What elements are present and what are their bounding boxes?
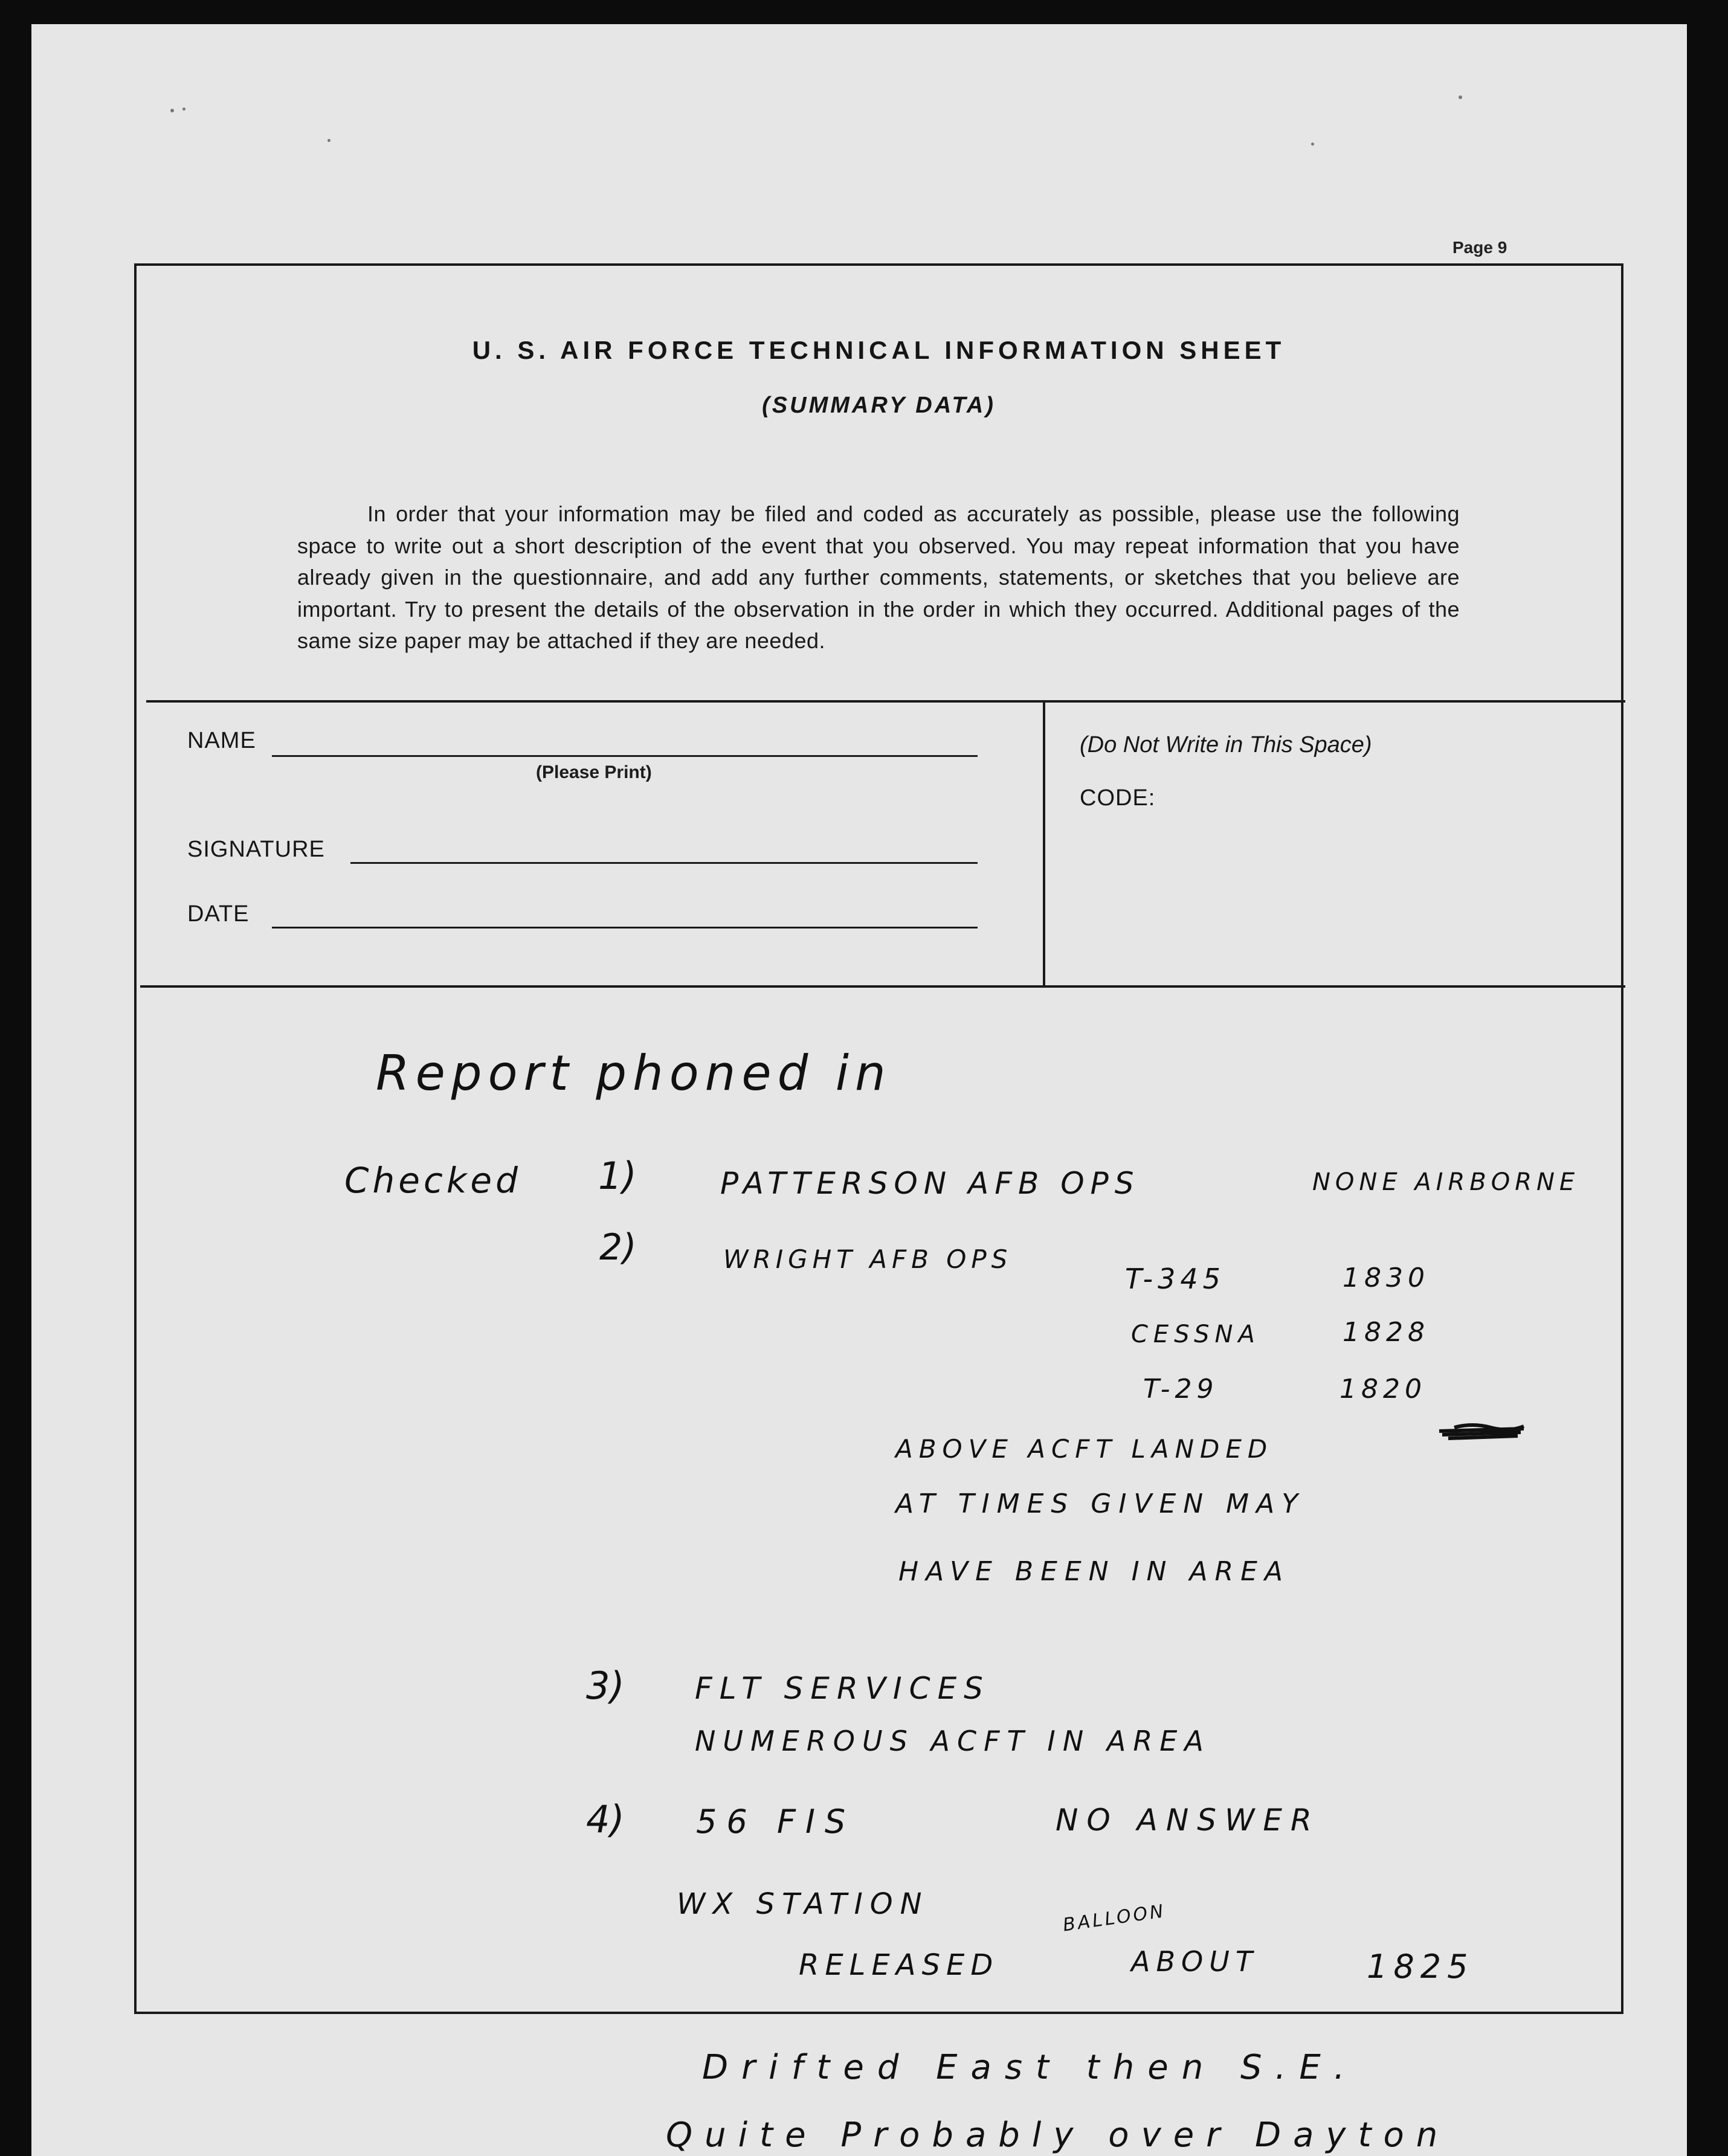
hw-release-time: 1825 — [1367, 1948, 1474, 1986]
hw-report-phoned: Report phoned in — [376, 1045, 892, 1101]
divider-fields-narrative — [140, 985, 1625, 988]
scan-speck — [182, 108, 185, 111]
form-title: U. S. AIR FORCE TECHNICAL INFORMATION SHEET — [472, 336, 1286, 364]
hw-item4-number: 4) — [586, 1797, 625, 1841]
scan-speck — [327, 139, 330, 142]
hw-balloon: BALLOON — [1062, 1900, 1167, 1936]
office-use-note: (Do Not Write in This Space) — [1080, 732, 1372, 758]
scan-speck — [170, 109, 174, 112]
hw-item2-text: WRIGHT AFB OPS — [723, 1244, 1013, 1274]
name-field[interactable] — [272, 755, 978, 757]
form-instructions: In order that your information may be filed and coded as accurately as possible, please use the following space to write out a short description of the event that you observed. You may repeat information that you have already given in the questionnaire, and add any further comments, statements, or sketches that you believe are important. Try to present the details of the observation in the order in which they occurred. Additional pages of the same size paper may be attached if they are needed. — [297, 501, 1460, 653]
hw-note-line3: HAVE BEEN IN AREA — [898, 1556, 1291, 1587]
document-page — [31, 24, 1687, 2156]
hw-checked-label: Checked — [344, 1160, 521, 1201]
hw-aircraft-1-time: 1830 — [1343, 1263, 1430, 1293]
hw-aircraft-2-time: 1828 — [1343, 1317, 1430, 1348]
signature-field[interactable] — [350, 862, 978, 864]
hw-item4-text: 56 FIS — [696, 1803, 856, 1841]
hw-probably-line: Quite Probably over Dayton — [666, 2116, 1450, 2155]
scan-speck — [1459, 95, 1462, 99]
hw-item3-text: FLT SERVICES — [695, 1671, 990, 1706]
date-label: DATE — [187, 901, 250, 927]
form-subtitle: (SUMMARY DATA) — [762, 393, 996, 418]
signature-label: SIGNATURE — [187, 837, 325, 862]
code-label: CODE: — [1080, 785, 1156, 811]
hw-aircraft-1-name: T-345 — [1125, 1263, 1225, 1295]
page-number: Page 9 — [1452, 238, 1507, 257]
hw-item1-number: 1) — [598, 1154, 637, 1198]
hw-item3-number: 3) — [586, 1664, 625, 1708]
divider-office-use — [1043, 700, 1045, 986]
date-field[interactable] — [272, 927, 978, 928]
hw-note-line2: AT TIMES GIVEN MAY — [895, 1488, 1306, 1519]
hw-item1-text: PATTERSON AFB OPS — [720, 1166, 1140, 1201]
hw-released: RELEASED — [799, 1948, 999, 1982]
name-print-note: (Please Print) — [536, 762, 652, 782]
hw-about: ABOUT — [1131, 1945, 1259, 1978]
scribbled-out-mark — [1436, 1420, 1527, 1444]
hw-drifted-line: Drifted East then S.E. — [702, 2048, 1358, 2087]
hw-item1-result: NONE AIRBORNE — [1312, 1168, 1580, 1196]
hw-aircraft-2-name: CESSNA — [1131, 1321, 1260, 1348]
hw-item2-number: 2) — [599, 1226, 637, 1269]
hw-item3-result: NUMEROUS ACFT IN AREA — [695, 1725, 1211, 1757]
divider-instructions-fields — [146, 700, 1625, 703]
hw-note-line1: ABOVE ACFT LANDED — [895, 1434, 1274, 1464]
hw-aircraft-3-time: 1820 — [1340, 1374, 1427, 1405]
hw-aircraft-3-name: T-29 — [1143, 1374, 1219, 1405]
hw-item4-result: NO ANSWER — [1056, 1803, 1320, 1838]
name-label: NAME — [187, 728, 256, 753]
hw-wx-station: WX STATION — [677, 1887, 929, 1921]
scan-speck — [1311, 143, 1314, 146]
